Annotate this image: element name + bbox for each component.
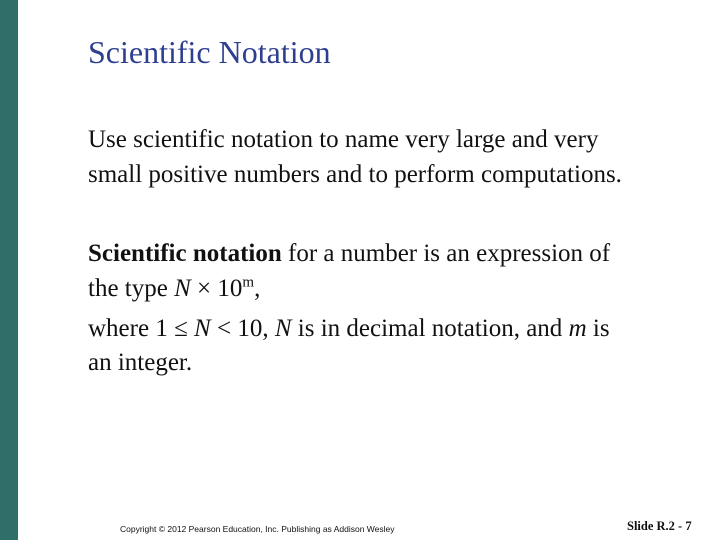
integer-line: [88, 345, 688, 380]
condition-end: is: [586, 315, 610, 342]
condition-line: [88, 311, 688, 346]
copyright-footer: Copyright © 2012 Pearson Education, Inc. Publishing as Addison Wesley: [120, 524, 395, 534]
condition-prefix: where 1 ≤: [88, 315, 195, 342]
intro-line-2: small positive numbers and to perform computations.: [88, 161, 622, 188]
condition-mid: < 10,: [210, 315, 275, 342]
variable-n: N: [174, 275, 191, 302]
exponent-m: m: [242, 274, 255, 291]
definition-type-prefix: the type: [88, 275, 175, 302]
definition-line-2: [88, 271, 688, 306]
intro-line-1: Use scientific notation to name very large and very: [88, 126, 599, 153]
slide-number: Slide R.2 - 7: [627, 519, 692, 533]
definition-line-1: [88, 236, 688, 271]
integer-text: an integer.: [88, 349, 193, 376]
variable-n-1: N: [194, 315, 211, 342]
variable-m: m: [568, 315, 587, 342]
definition-term: Scientific notation: [88, 240, 282, 267]
slide-title: Scientific Notation: [88, 34, 331, 70]
left-accent-bar: [0, 0, 18, 540]
times-ten: × 10: [190, 275, 243, 302]
variable-n-2: N: [274, 315, 292, 342]
intro-paragraph: [88, 122, 688, 192]
definition-line-1-rest: for a number is an expression of: [281, 240, 611, 267]
definition-line-2-end: ,: [254, 275, 261, 302]
definition-paragraph: [88, 236, 688, 306]
condition-mid-2: is in decimal notation, and: [291, 315, 569, 342]
